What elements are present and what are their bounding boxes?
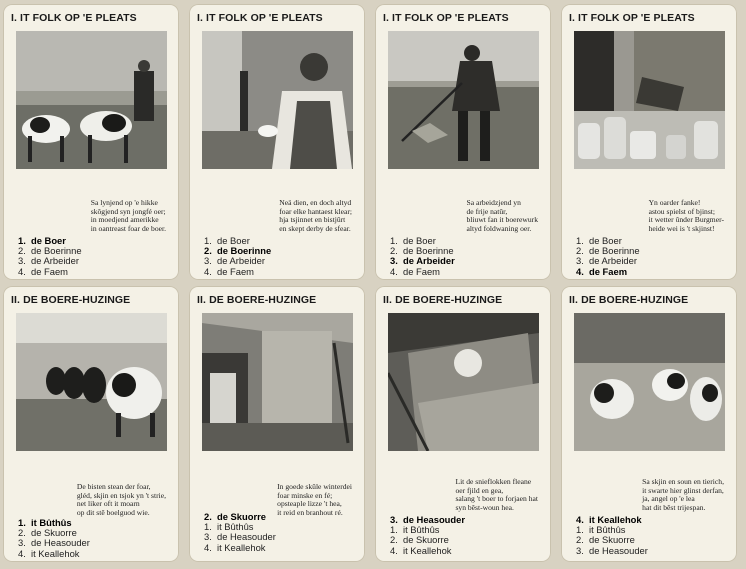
list-item: 3. de Arbeider	[576, 255, 637, 267]
card-verse: Sa lynjend op 'e hikke skôgjend syn jongfé oer; in moedjend amerikke in oantreast foar de boer.	[90, 198, 166, 233]
card-list	[204, 236, 271, 277]
card-verse: Neä dien, en doch altyd foar elke hantaest klear; hja tsjinnet en bistjûrt en skept derby de sfear.	[279, 198, 352, 233]
list-item: 1. it Bûthûs	[18, 517, 72, 528]
list-item: 2. de Boerinne	[390, 245, 454, 257]
list-item: 1. it Bûthûs	[204, 521, 254, 533]
card-it-keallehok[interactable]	[561, 286, 737, 562]
card-title: II. DE BOERE-HUZINGE	[197, 294, 317, 306]
list-item: 1. it Bûthûs	[390, 524, 440, 536]
list-item: 3. de Heasouder	[390, 514, 465, 525]
list-item: 2. de Boerinne	[576, 245, 640, 257]
card-de-skuorre[interactable]	[189, 286, 365, 562]
list-item: 4. de Faem	[18, 265, 68, 277]
list-item: 2. de Skuorre	[390, 534, 449, 546]
card-de-faem[interactable]	[561, 4, 737, 280]
card-de-arbeider[interactable]	[375, 4, 551, 280]
list-item: 4. it Keallehok	[204, 541, 266, 553]
photo-cow-stable	[16, 313, 167, 451]
card-title: I. IT FOLK OP 'E PLEATS	[569, 12, 695, 24]
list-item: 2. de Skuorre	[18, 527, 77, 539]
list-item: 3. de Heasouder	[576, 544, 648, 556]
card-title: I. IT FOLK OP 'E PLEATS	[197, 12, 323, 24]
list-item: 2. de Skuorre	[576, 534, 635, 546]
list-item: 3. de Arbeider	[390, 255, 455, 267]
photo-maid-with-milk-cans	[574, 31, 725, 169]
list-item: 4. de Faem	[576, 265, 628, 277]
card-it-buthus[interactable]	[3, 286, 179, 562]
card-verse: In goede skûle winterdei foar minske en fé; opsteaple lizze 't hea, it reid en branhout ré.	[277, 482, 352, 517]
list-item: 1. it Bûthûs	[576, 524, 626, 536]
list-item: 4. it Keallehok	[390, 544, 452, 556]
list-item: 2. de Boerinne	[18, 245, 82, 257]
card-de-boerinne[interactable]	[189, 4, 365, 280]
card-verse: Yn oarder fanke! astou spielst of bjinst; it wetter ûnder Burgmer- heide wei is 't skjinst!	[648, 198, 724, 233]
list-item: 2. de Skuorre	[204, 511, 266, 522]
list-item: 4. de Faem	[390, 265, 440, 277]
list-item: 3. de Heasouder	[18, 537, 90, 549]
card-verse: Sa arbeidzjend yn de frije natûr, bliuwt fan it boerewurk altyd foldwaning oer.	[466, 198, 538, 233]
list-item: 3. de Heasouder	[204, 531, 276, 543]
photo-calf-pen	[574, 313, 725, 451]
photo-farmers-wife-at-pump	[202, 31, 353, 169]
list-item: 3. de Arbeider	[204, 255, 265, 267]
card-verse: De bisten stean der foar, gléd, skjin en tsjok yn 't strie, net liker oft it moarn op dit stê boelguod wie.	[76, 482, 166, 517]
card-title: II. DE BOERE-HUZINGE	[383, 294, 503, 306]
card-title: II. DE BOERE-HUZINGE	[11, 294, 131, 306]
list-item: 4. de Faem	[204, 265, 254, 277]
list-item: 1. de Boer	[204, 235, 250, 246]
card-list	[204, 512, 276, 553]
card-verse: Sa skjin en soun en tierich, it swarte hier glinst derfan, ja, angel op 'e lea hat dit bêst trijespan.	[642, 477, 724, 512]
photo-hayloft	[388, 313, 539, 451]
list-item: 2. de Boerinne	[204, 245, 272, 257]
card-de-boer[interactable]	[3, 4, 179, 280]
photo-laborer-with-fork	[388, 31, 539, 169]
list-item: 1. de Boer	[390, 235, 436, 246]
list-item: 4. it Keallehok	[18, 547, 80, 559]
card-title: I. IT FOLK OP 'E PLEATS	[383, 12, 509, 24]
photo-barn-interior	[202, 313, 353, 451]
list-item: 1. de Boer	[18, 235, 66, 246]
card-title: I. IT FOLK OP 'E PLEATS	[11, 12, 137, 24]
card-list	[576, 236, 640, 277]
card-verse: Lit de snieflokken fleane oer fjild en gea, salang 't boer to forjaen hat syn bêst-woun hea.	[455, 477, 538, 512]
card-list	[576, 515, 648, 556]
card-list	[18, 236, 82, 277]
card-de-heasouder[interactable]	[375, 286, 551, 562]
card-list	[18, 518, 90, 559]
card-title: II. DE BOERE-HUZINGE	[569, 294, 689, 306]
list-item: 4. it Keallehok	[576, 514, 642, 525]
card-list	[390, 515, 465, 556]
photo-farmer-with-cows	[16, 31, 167, 169]
card-list	[390, 236, 455, 277]
list-item: 3. de Arbeider	[18, 255, 79, 267]
list-item: 1. de Boer	[576, 235, 622, 246]
